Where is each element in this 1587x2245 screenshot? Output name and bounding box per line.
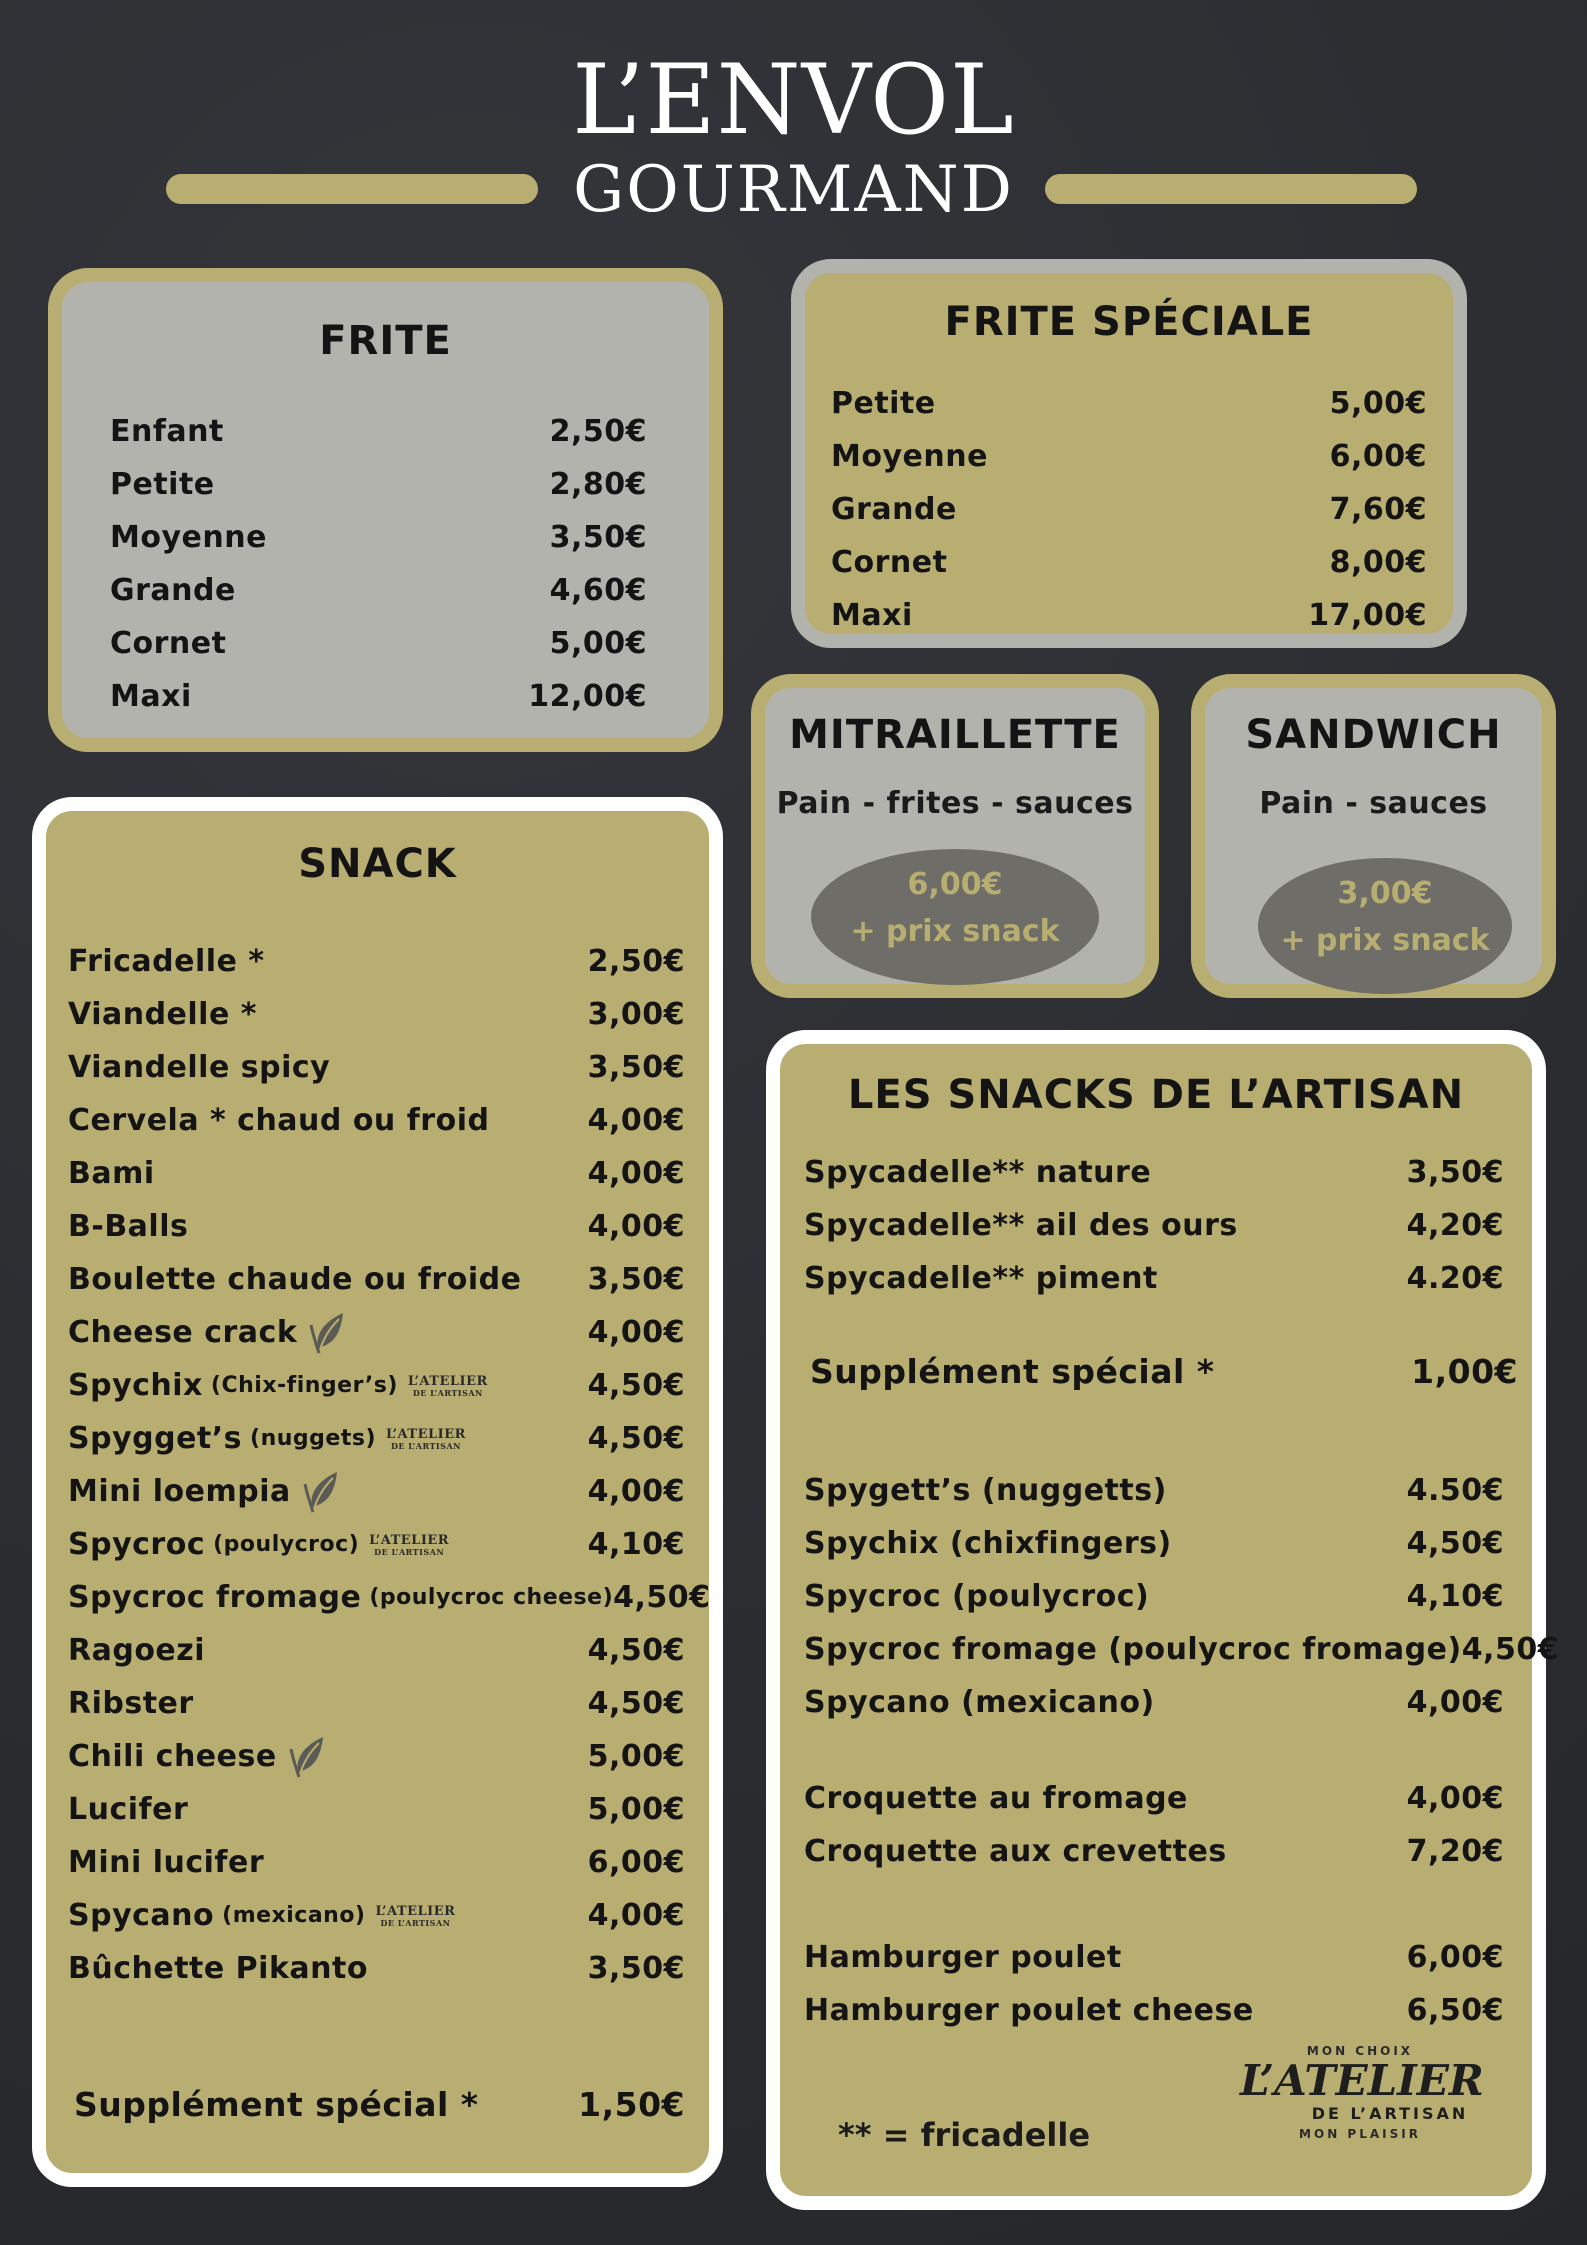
item-price: 4,50€ [1406,1526,1504,1561]
item-name [68,1421,466,1456]
atelier-small-logo [376,1905,456,1927]
item-name [68,1103,489,1138]
menu-row [68,1094,685,1147]
item-note: (poulycroc) [213,1532,360,1557]
item-price: 4,50€ [587,1686,685,1721]
item-name [110,626,226,661]
menu-row [804,1199,1504,1252]
item-price: 4,60€ [549,573,647,608]
menu-row [804,1772,1504,1825]
small-logo-sub: DE L’ARTISAN [374,1546,445,1557]
menu-row [68,1730,685,1783]
atelier-small-logo [369,1534,449,1556]
logo-bottom-text: MON PLAISIR [1299,2127,1421,2141]
frite-speciale-list [831,377,1427,642]
item-price: 4,00€ [1406,1781,1504,1816]
item-name [110,467,215,502]
menu-row [68,988,685,1041]
logo-main-text: L’ATELIER [1240,2056,1484,2105]
item-name [804,1632,1462,1667]
menu-row [804,1676,1504,1729]
item-label: Spycroc (poulycroc) [804,1579,1150,1614]
item-name [110,573,236,608]
artisan-group1 [804,1146,1504,1305]
artisan-group4 [804,1931,1504,2037]
item-label: Chili cheese [68,1739,277,1774]
item-label: Grande [110,573,236,608]
item-price: 2,80€ [549,467,647,502]
sandwich-desc: Pain - sauces [1259,786,1488,821]
item-price: 2,50€ [549,414,647,449]
menu-row [68,1359,685,1412]
item-name [68,1633,205,1668]
item-label: Bami [68,1156,155,1191]
item-label: Moyenne [110,520,267,555]
item-name [831,439,988,474]
item-label: Spygget’s [68,1421,243,1456]
menu-row [68,1412,685,1465]
item-price: 4.20€ [1406,1261,1504,1296]
small-logo-main: L’ATELIER [407,1373,488,1389]
leaf-icon [287,1735,327,1779]
menu-row [804,1517,1504,1570]
sandwich-extra: + prix snack [1280,923,1490,958]
item-price: 4,00€ [587,1103,685,1138]
small-logo-main: L’ATELIER [369,1532,450,1548]
frite-speciale-title: FRITE SPÉCIALE [944,299,1314,345]
item-name [831,598,913,633]
leaf-icon [301,1470,341,1514]
item-price: 5,00€ [587,1792,685,1827]
item-name [68,944,265,979]
item-price: 4.50€ [1406,1473,1504,1508]
leaf-icon [307,1311,347,1355]
item-label: Spycadelle** nature [804,1155,1152,1190]
item-label: Hamburger poulet cheese [804,1993,1254,2028]
item-label: Spychix [68,1368,203,1403]
item-name [804,1993,1254,2028]
item-label: Petite [831,386,936,421]
item-label: Croquette au fromage [804,1781,1188,1816]
item-name [831,492,957,527]
item-name [804,1781,1188,1816]
item-price: 12,00€ [528,679,647,714]
item-label: Ragoezi [68,1633,206,1668]
sandwich-title: SANDWICH [1245,712,1502,758]
item-name [68,1050,330,1085]
menu-row [68,1889,685,1942]
item-label: Spycroc [68,1527,206,1562]
item-price: 4,00€ [587,1898,685,1933]
menu-row [110,564,647,617]
menu-row [68,1624,685,1677]
item-name [68,1735,327,1779]
sandwich-price: 3,00€ [1337,876,1433,911]
mitraillette-price-oval [811,849,1099,985]
menu-row [110,511,647,564]
frite-speciale-panel [791,259,1467,648]
menu-row [804,1146,1504,1199]
menu-row [831,483,1427,536]
menu-row [110,670,647,723]
item-label: Mini lucifer [68,1845,265,1880]
menu-row [110,405,647,458]
item-label: Cornet [831,545,948,580]
item-label: Cervela * chaud ou froid [68,1103,490,1138]
item-price: 4,10€ [1406,1579,1504,1614]
item-label: Viandelle spicy [68,1050,331,1085]
item-label: Spycano [68,1898,215,1933]
snack-supplement-price: 1,50€ [578,2085,685,2124]
menu-row [68,1306,685,1359]
menu-row [804,1931,1504,1984]
item-name [68,1951,368,1986]
menu-row [831,430,1427,483]
item-price: 4,50€ [587,1421,685,1456]
snack-supplement-label: Supplément spécial * [74,2085,479,2124]
item-name [68,1845,264,1880]
item-price: 6,50€ [1406,1993,1504,2028]
item-price: 4,50€ [1461,1632,1560,1667]
item-name [68,1368,488,1403]
item-label: Cornet [110,626,227,661]
item-price: 3,50€ [587,1262,685,1297]
mitraillette-panel [751,674,1159,998]
item-price: 4,50€ [587,1633,685,1668]
item-price: 7,20€ [1406,1834,1504,1869]
item-name [804,1155,1151,1190]
item-name [68,1311,347,1355]
item-label: Boulette chaude ou froide [68,1262,522,1297]
artisan-supplement-row [810,1352,1518,1391]
menu-row [68,935,685,988]
menu-row [68,1200,685,1253]
artisan-panel [766,1030,1560,2210]
item-label: Viandelle * [68,997,257,1032]
item-price: 4,50€ [613,1580,711,1615]
item-price: 5,00€ [549,626,647,661]
item-name [68,1156,155,1191]
item-name [804,1940,1122,1975]
item-name [831,386,936,421]
item-note: (Chix-finger’s) [210,1373,398,1398]
small-logo-sub: DE L’ARTISAN [390,1440,461,1451]
mitraillette-title: MITRAILLETTE [789,712,1121,758]
small-logo-sub: DE L’ARTISAN [412,1387,483,1398]
item-name [110,520,267,555]
item-price: 3,00€ [587,997,685,1032]
item-price: 2,50€ [587,944,685,979]
item-label: Mini loempia [68,1474,291,1509]
item-label: Spycano (mexicano) [804,1685,1155,1720]
item-name [68,1527,449,1562]
item-price: 6,00€ [1329,439,1427,474]
frite-panel [48,268,723,752]
item-label: Spychix (chixfingers) [804,1526,1172,1561]
item-price: 4,10€ [587,1527,685,1562]
item-price: 5,00€ [587,1739,685,1774]
item-price: 4,50€ [587,1368,685,1403]
item-price: 4,20€ [1406,1208,1504,1243]
item-name [68,1686,194,1721]
item-price: 4,00€ [587,1315,685,1350]
item-label: Bûchette Pikanto [68,1951,368,1986]
item-price: 17,00€ [1308,598,1427,633]
item-name [804,1685,1155,1720]
snack-list [68,935,711,1995]
item-name [68,997,257,1032]
menu-row [831,377,1427,430]
item-note: (mexicano) [222,1903,366,1928]
snack-supplement-row [74,2085,685,2124]
item-name [68,1580,613,1615]
item-name [804,1473,1167,1508]
decor-bar-left [166,174,538,204]
menu-row [831,536,1427,589]
artisan-supplement-label: Supplément spécial * [810,1352,1215,1391]
item-price: 6,00€ [1406,1940,1504,1975]
decor-bar-right [1045,174,1417,204]
menu-row [68,1041,685,1094]
menu-row [68,1465,685,1518]
menu-row [68,1253,685,1306]
menu-row [68,1942,685,1995]
item-price: 8,00€ [1329,545,1427,580]
item-label: Moyenne [831,439,988,474]
item-label: Petite [110,467,215,502]
item-name [804,1261,1158,1296]
item-price: 3,50€ [549,520,647,555]
frite-title: FRITE [319,318,452,364]
title-line2: GOURMAND [573,153,1014,227]
item-name [68,1792,188,1827]
item-price: 3,50€ [1406,1155,1504,1190]
item-label: Spycroc fromage [68,1580,362,1615]
atelier-logo [1240,2044,1484,2174]
mitraillette-desc: Pain - frites - sauces [776,786,1134,821]
item-name [804,1579,1149,1614]
item-name [68,1470,341,1514]
small-logo-main: L’ATELIER [375,1903,456,1919]
atelier-small-logo [408,1375,488,1397]
atelier-small-logo [386,1428,466,1450]
mitraillette-extra: + prix snack [850,914,1060,949]
frite-list [110,405,647,723]
item-note: (poulycroc cheese) [369,1585,614,1610]
item-name [68,1262,521,1297]
item-price: 4,00€ [587,1474,685,1509]
menu-row [68,1571,711,1624]
menu-row [68,1518,685,1571]
item-name [68,1209,188,1244]
item-label: Spycadelle** piment [804,1261,1158,1296]
item-price: 3,50€ [587,1951,685,1986]
snack-panel [32,797,723,2187]
item-price: 4,00€ [587,1156,685,1191]
menu-row [68,1677,685,1730]
item-name [804,1208,1238,1243]
item-price: 4,00€ [1406,1685,1504,1720]
item-label: Enfant [110,414,224,449]
item-label: Hamburger poulet [804,1940,1122,1975]
menu-row [804,1623,1560,1676]
menu-row [68,1783,685,1836]
title-line1: L’ENVOL [572,44,1015,156]
item-label: Spycadelle** ail des ours [804,1208,1238,1243]
item-label: Ribster [68,1686,194,1721]
menu-row [110,458,647,511]
menu-row [68,1147,685,1200]
menu-row [110,617,647,670]
item-name [68,1898,455,1933]
item-name [804,1526,1172,1561]
item-note: (nuggets) [250,1426,376,1451]
item-label: Cheese crack [68,1315,298,1350]
artisan-group3 [804,1772,1504,1878]
logo-top-text: MON CHOIX [1306,2044,1414,2058]
menu-row [68,1836,685,1889]
item-price: 7,60€ [1329,492,1427,527]
item-label: Maxi [110,679,192,714]
item-price: 5,00€ [1329,386,1427,421]
item-price: 4,00€ [587,1209,685,1244]
item-label: B-Balls [68,1209,189,1244]
menu-row [804,1570,1504,1623]
sandwich-panel [1191,674,1556,998]
item-label: Maxi [831,598,913,633]
item-label: Grande [831,492,957,527]
artisan-supplement-price: 1,00€ [1411,1352,1518,1391]
menu-row [804,1464,1504,1517]
item-label: Spygett’s (nuggetts) [804,1473,1167,1508]
item-label: Croquette aux crevettes [804,1834,1227,1869]
item-label: Lucifer [68,1792,189,1827]
menu-row [831,589,1427,642]
item-name [110,414,224,449]
mitraillette-price: 6,00€ [907,867,1003,902]
artisan-footnote: ** = fricadelle [838,2116,1091,2154]
item-price: 6,00€ [587,1845,685,1880]
small-logo-main: L’ATELIER [386,1426,466,1442]
item-name [804,1834,1227,1869]
menu-row [804,1252,1504,1305]
menu-row [804,1825,1504,1878]
item-price: 3,50€ [587,1050,685,1085]
item-label: Spycroc fromage (poulycroc fromage) [804,1632,1462,1667]
item-name [831,545,947,580]
small-logo-sub: DE L’ARTISAN [380,1917,451,1928]
snack-title: SNACK [298,841,457,887]
artisan-group2 [804,1464,1560,1729]
item-name [110,679,192,714]
logo-sub-text: DE L’ARTISAN [1311,2104,1469,2123]
sandwich-price-oval [1258,858,1512,994]
menu-row [804,1984,1504,2037]
item-label: Fricadelle * [68,944,265,979]
artisan-title: LES SNACKS DE L’ARTISAN [847,1072,1465,1118]
